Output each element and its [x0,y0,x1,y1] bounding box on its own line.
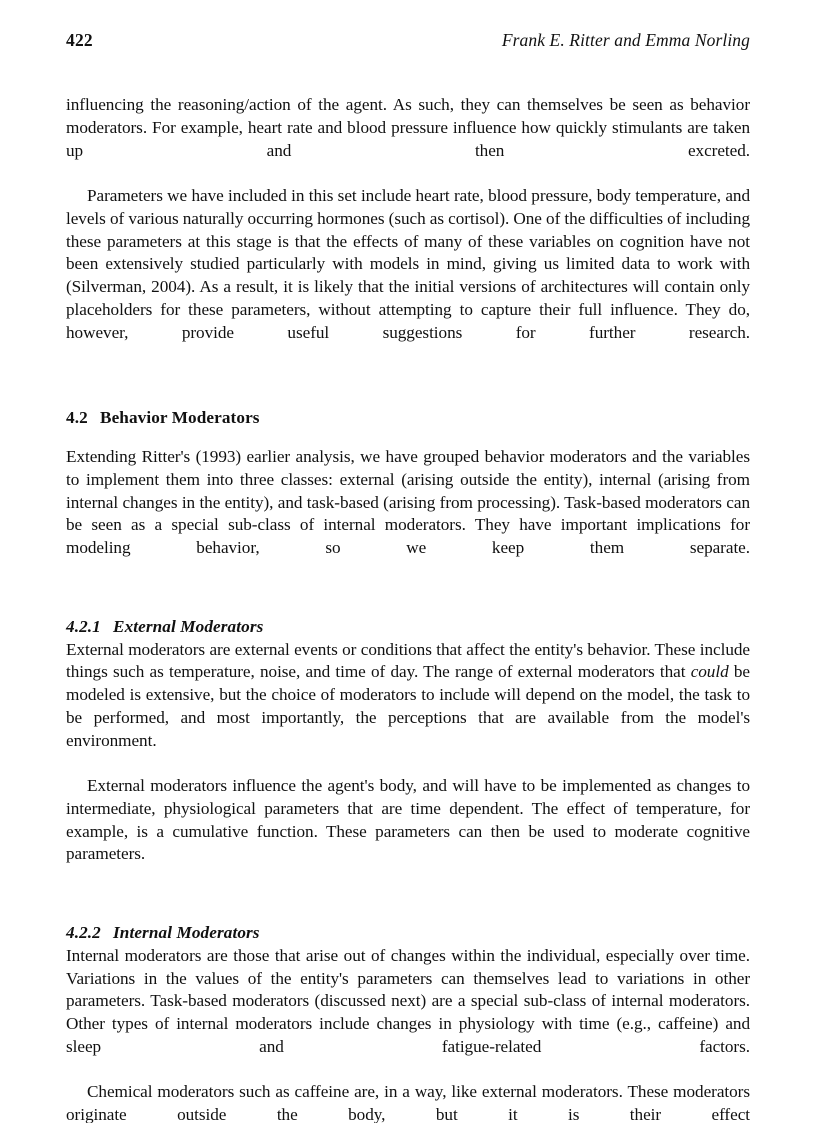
page-number: 422 [66,30,93,50]
paragraph-chemical-moderators: Chemical moderators such as caffeine are, in a way, like external moderators. These moderators originate outside the body, but it is their effect [66,1082,750,1123]
spacer [66,889,750,922]
section-title: Behavior Moderators [100,408,260,427]
spacer [66,367,750,407]
paragraph-text-lead: External moderators are external events or conditions that affect the entity's behavior. These include things such as temperature, noise, and time of day. The range of external moderators that [66,639,750,682]
page-content [66,32,750,1123]
paragraph-external-moderators [66,639,750,776]
paragraph-continued: influencing the reasoning/action of the agent. As such, they can themselves be seen as behavior moderators. For example, heart rate and blood pressure influence how quickly stimulants are taken up and then excreted. [66,95,750,160]
subsection-title: External Moderators [113,616,264,636]
emphasis-could: could [690,662,729,682]
paragraph-parameters: Parameters we have included in this set include heart rate, blood pressure, body temperature, and levels of various naturally occurring hormones (such as cortisol). One of the difficulties of including these parameters at this stage is that the effects of many of these variables on cognition have not been extensively studied particularly with models in mind, giving us limited data to work with (Silverman, 2004). As a result, it is likely that the initial versions of architectures will contain only placeholders for these parameters, without attempting to capture their full influence. They do, however, provide useful suggestions for further research. [66,186,750,342]
section-number: 4.2 [66,408,88,427]
paragraph-external-influence: External moderators influence the agent's body, and will have to be implemented as changes to intermediate, physiological parameters that are time dependent. The effect of temperature, for example, is a cumulative function. These parameters can then be used to moderate cognitive parameters. [66,776,750,864]
paragraph-behavior-moderators: Extending Ritter's (1993) earlier analysis, we have grouped behavior moderators and the variables to implement them into three classes: external (arising outside the entity), internal (arising from internal changes in the entity), and task-based (arising from processing). Task-based moderators can be seen as a special sub-class of internal moderators. They have important implications for modeling behavior, so we keep them separate. [66,447,750,557]
subsection-heading-4-2-1 [66,616,750,638]
running-head-authors: Frank E. Ritter and Emma Norling [501,30,750,50]
subsection-title: Internal Moderators [113,922,260,942]
subsection-heading-4-2-2 [66,922,750,944]
spacer [66,583,750,616]
subsection-number: 4.2.2 [66,922,101,942]
spacer [66,429,750,446]
section-heading-4-2 [66,407,750,429]
paragraph-text-tail: be modeled is extensive, but the choice of moderators to include will depend on the model, the task to be performed, and most importantly, the perceptions that are available from the model's environment. [66,662,750,750]
paragraph-internal-moderators: Internal moderators are those that arise out of changes within the individual, especially over time. Variations in the values of the entity's parameters can themselves lead to variations in other parameters. Task-based moderators (discussed next) are a special sub-class of internal moderators. Other types of internal moderators include changes in physiology with time (e.g., caffeine) and sleep and fatigue-related factors. [66,945,750,1056]
subsection-number: 4.2.1 [66,616,101,636]
running-head [66,32,750,56]
